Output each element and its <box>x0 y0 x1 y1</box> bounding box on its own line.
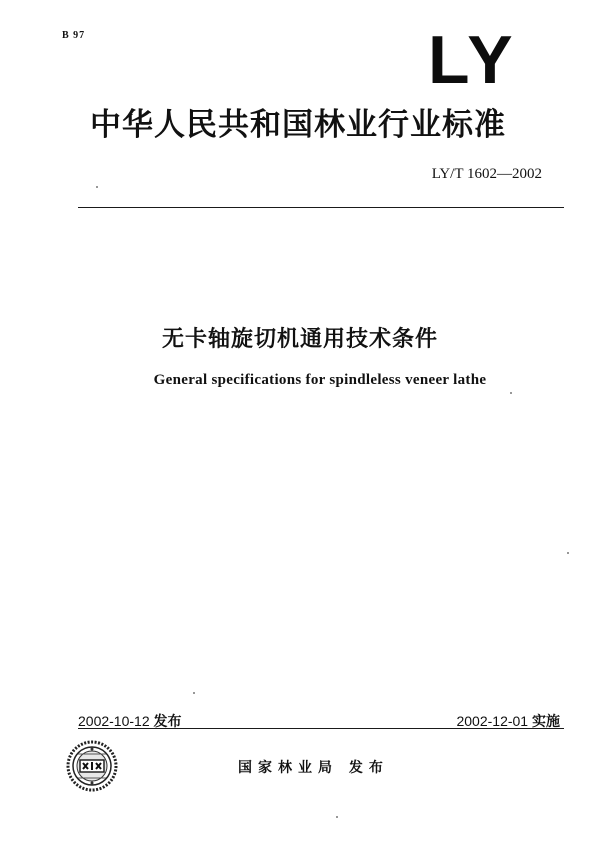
implementation-label: 实施 <box>532 714 560 730</box>
national-emblem-seal-icon <box>66 740 118 792</box>
implementation-date: 2002-12-01 <box>456 713 529 729</box>
issue-date: 2002-10-12 <box>78 713 150 729</box>
scan-speck <box>567 552 569 554</box>
bottom-divider <box>78 728 564 729</box>
standard-number: LY/T 1602—2002 <box>431 166 542 182</box>
ly-logo: LY <box>428 22 517 98</box>
document-title-chinese: 无卡轴旋切机通用技术条件 <box>161 327 438 352</box>
classification-code: B 97 <box>62 30 86 41</box>
scan-speck <box>96 186 98 188</box>
top-divider <box>78 207 564 208</box>
document-title-english: General specifications for spindleless veneer lathe <box>153 372 487 388</box>
scan-speck <box>510 392 512 394</box>
issue-label: 发布 <box>153 714 182 730</box>
standard-type-heading: 中华人民共和国林业行业标准 <box>90 107 506 143</box>
publisher-name: 国家林业局 发布 <box>238 760 389 776</box>
scan-speck <box>336 816 338 818</box>
scan-speck <box>193 692 195 694</box>
